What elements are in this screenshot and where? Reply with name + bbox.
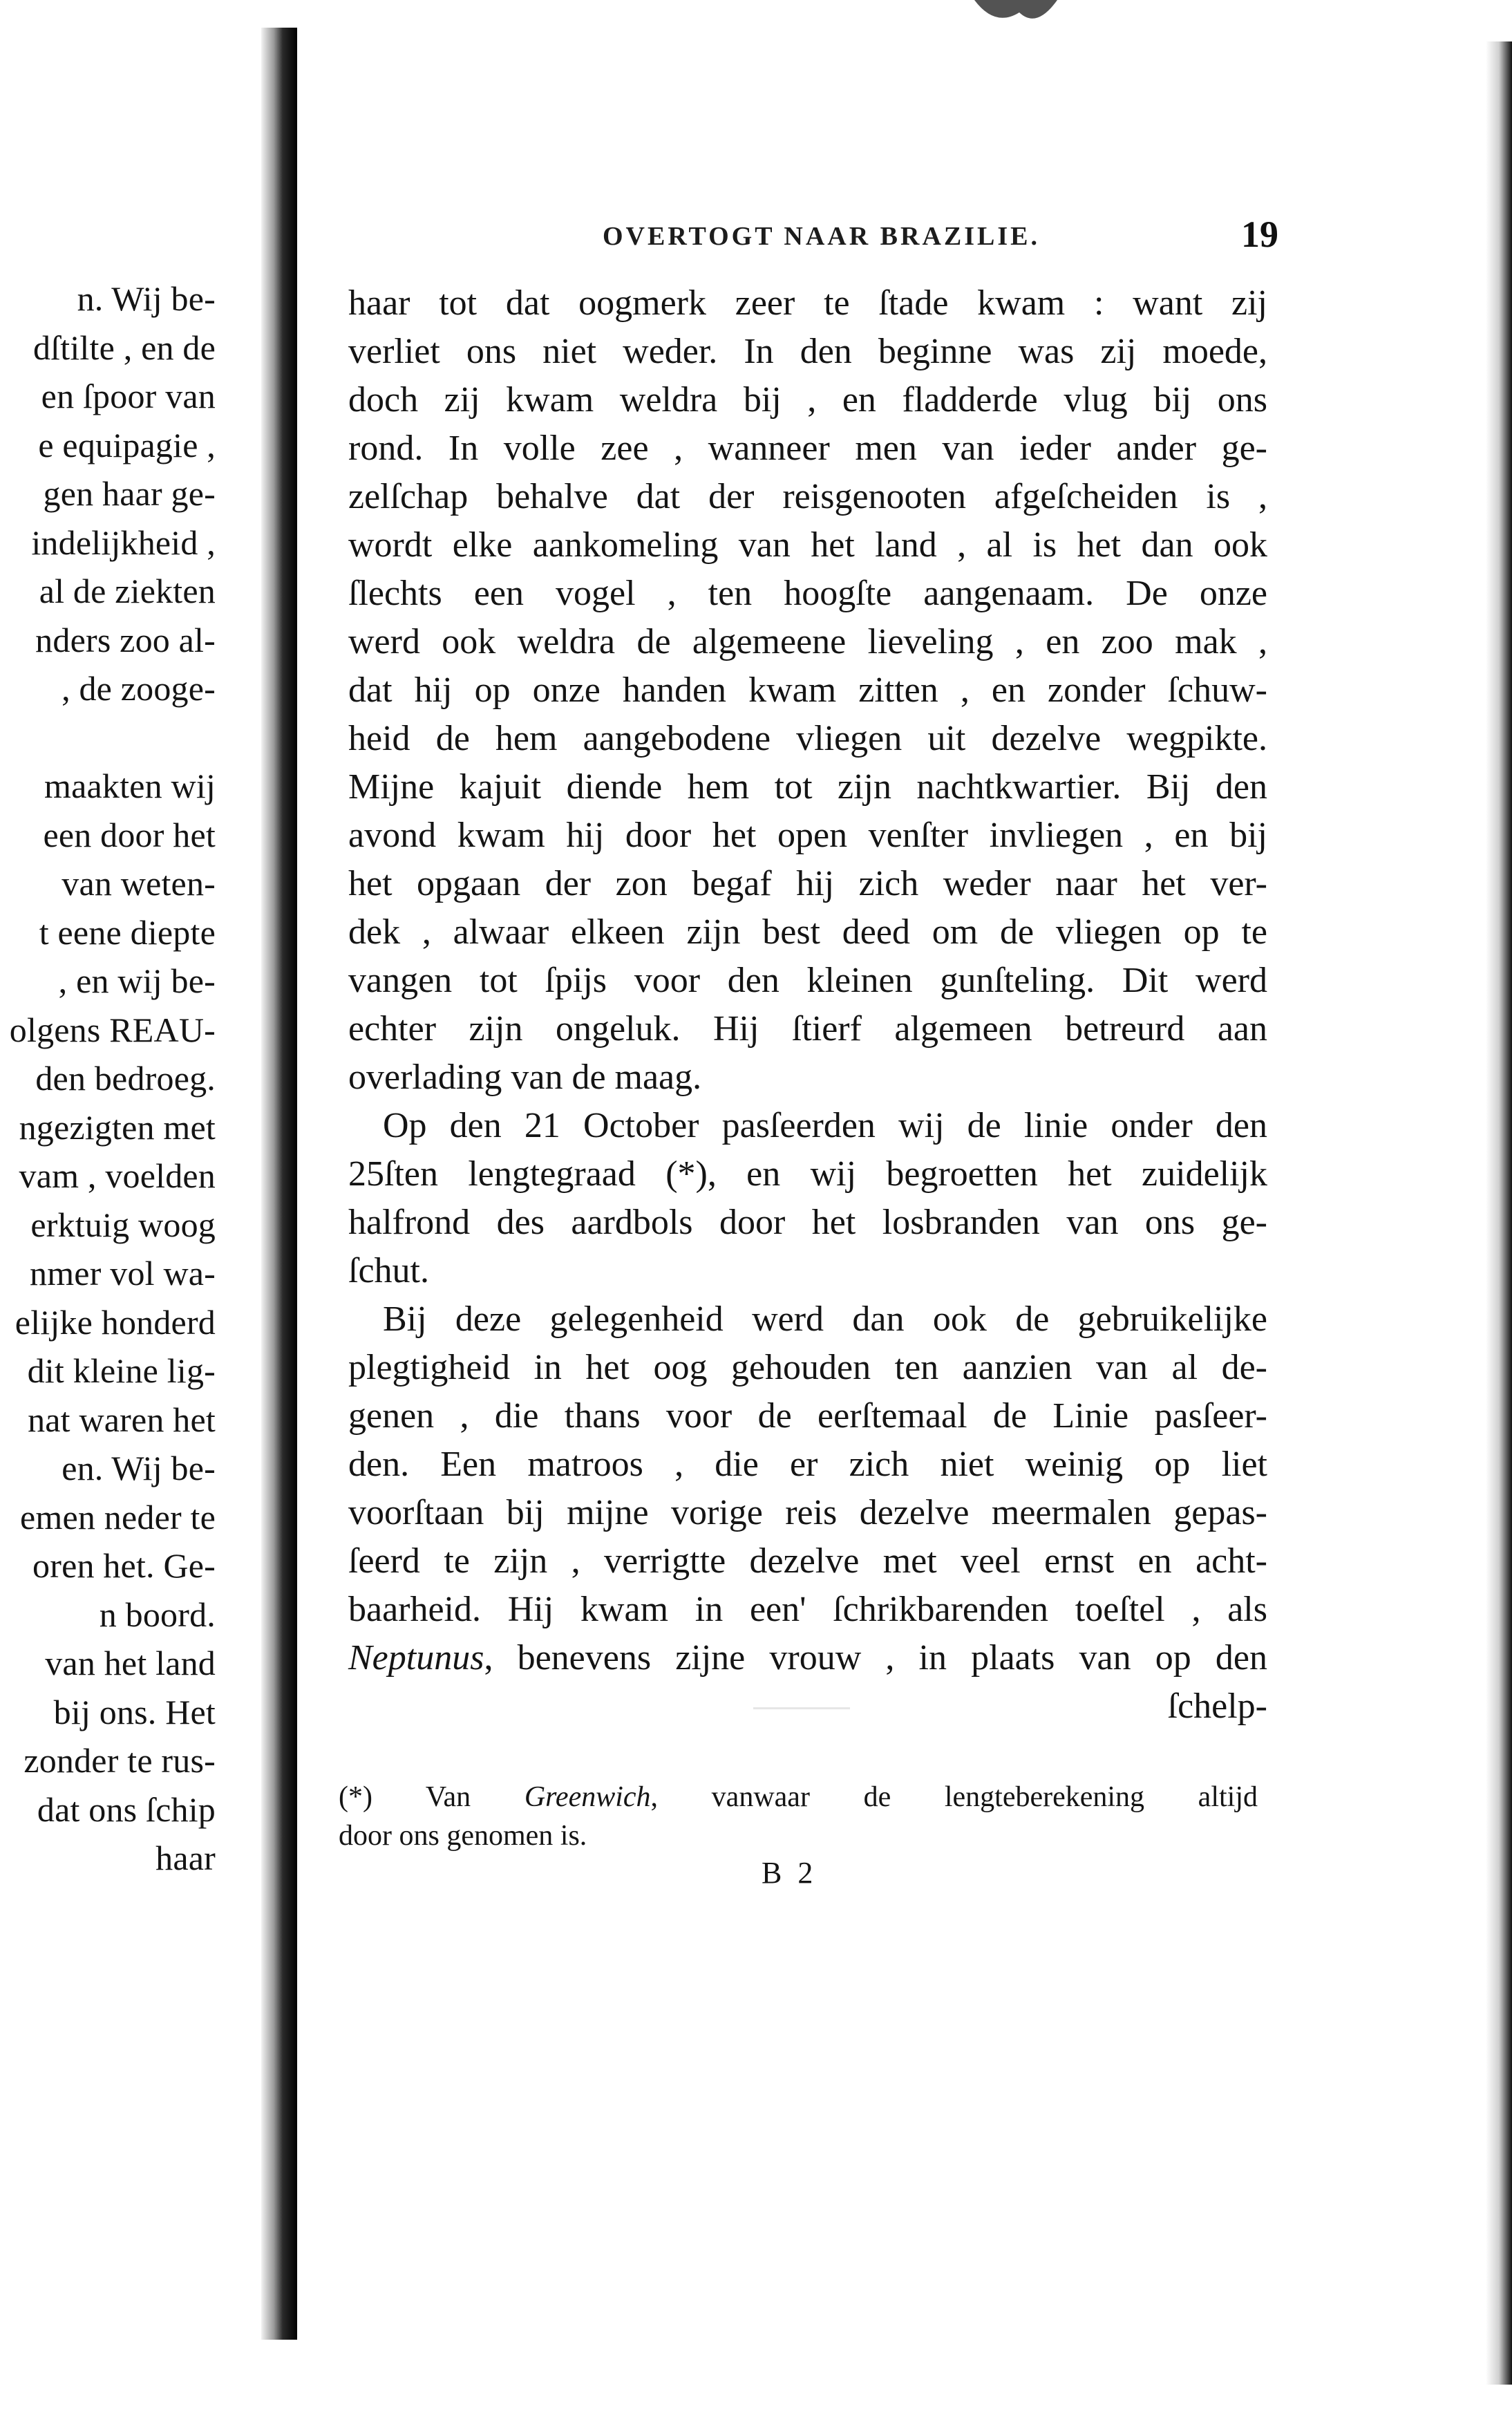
body-line: ſchut.: [348, 1251, 429, 1290]
body-line: zelſchap behalve dat der reisgenooten afgeſcheiden is ,: [348, 477, 1267, 516]
body-line: 25ſten lengtegraad (*), en wij begroetten het zuidelijk: [348, 1154, 1267, 1194]
left-page-line: maakten wij: [44, 767, 216, 805]
left-page-line: , en wij be-: [58, 961, 216, 1000]
body-line: echter zijn ongeluk. Hij ſtierf algemeen betreurd aan: [348, 1009, 1267, 1049]
left-facing-page: [0, 28, 263, 2322]
body-line: baarheid. Hij kwam in een' ſchrikbarenden toeſtel , als: [348, 1590, 1267, 1629]
footnote-marker: (*) Van: [339, 1781, 471, 1813]
body-line-rest: , benevens zijne vrouw , in plaats van op den: [484, 1638, 1267, 1678]
body-line: voorſtaan bij mijne vorige reis dezelve meermalen gepas-: [348, 1493, 1267, 1532]
body-line: ſlechts een vogel , ten hoogſte aangenaam. De onze: [348, 574, 1267, 613]
left-page-line: van weten-: [62, 864, 216, 903]
body-line: verliet ons niet weder. In den beginne was zij moede,: [348, 332, 1267, 371]
left-page-line: t eene diepte: [39, 912, 216, 952]
left-page-line: dit kleine lig-: [27, 1351, 216, 1390]
body-line: Bij deze gelegenheid werd dan ook de gebruikelijke: [383, 1299, 1267, 1339]
catchword: ſchelp-: [1167, 1687, 1267, 1726]
left-page-line: vam , voelden: [19, 1156, 216, 1195]
left-page-line: en. Wij be-: [62, 1449, 216, 1487]
body-line: genen , die thans voor de eerſtemaal de Linie pasſeer-: [348, 1396, 1267, 1436]
left-page-line: nat waren het: [28, 1400, 216, 1439]
left-page-line: n. Wij be-: [77, 279, 216, 318]
left-page-line: al de ziekten: [39, 572, 216, 610]
left-page-line: elijke honderd: [15, 1302, 216, 1342]
body-line: het opgaan der zon begaf hij zich weder naar het ver-: [348, 864, 1267, 903]
left-page-line: ngezigten met: [19, 1107, 216, 1147]
body-line: dek , alwaar elkeen zijn best deed om de vliegen op te: [348, 912, 1267, 952]
left-page-line: nders zoo al-: [35, 620, 216, 659]
left-page-line: bij ons. Het: [53, 1692, 216, 1731]
left-page-line: zonder te rus-: [23, 1741, 216, 1780]
left-page-line: erktuig woog: [30, 1205, 216, 1244]
left-page-line: oren het. Ge-: [32, 1546, 216, 1585]
footnote-line-rest: , vanwaar de lengteberekening altijd: [650, 1781, 1258, 1813]
left-page-line: e equipagie ,: [38, 425, 216, 464]
body-line: haar tot dat oogmerk zeer te ſtade kwam : want zij: [348, 283, 1267, 323]
body-line: werd ook weldra de algemeene lieveling , en zoo mak ,: [348, 622, 1267, 661]
left-page-line: nmer vol wa-: [30, 1254, 216, 1293]
body-line: overlading van de maag.: [348, 1058, 702, 1097]
left-page-line: dſtilte , en de: [32, 328, 216, 367]
body-line: [348, 1634, 1267, 1682]
body-line: heid de hem aangebodene vliegen uit dezelve wegpikte.: [348, 719, 1267, 758]
body-line: halfrond des aardbols door het losbranden van ons ge-: [348, 1203, 1267, 1242]
left-page-line: gen haar ge-: [43, 474, 216, 513]
running-head: OVERTOGT NAAR BRAZILIE.: [603, 222, 1040, 251]
left-page-line: olgens REAU-: [9, 1010, 216, 1049]
signature-mark: B 2: [762, 1856, 818, 1890]
body-line: vangen tot ſpijs voor den kleinen gunſteling. Dit werd: [348, 961, 1267, 1000]
body-line: ſeerd te zijn , verrigtte dezelve met veel ernst en acht-: [348, 1541, 1267, 1581]
left-page-line: een door het: [43, 815, 216, 854]
body-line: doch zij kwam weldra bij , en fladderde vlug bij ons: [348, 380, 1267, 420]
footnote-line: door ons genomen is.: [339, 1820, 587, 1852]
footnote-line: [339, 1778, 1258, 1816]
left-page-line: n boord.: [99, 1595, 216, 1634]
body-line: Op den 21 October pasſeerden wij de linie onder den: [383, 1106, 1267, 1145]
left-page-line: van het land: [45, 1644, 216, 1682]
body-text: [348, 279, 1267, 1731]
body-line: Mijne kajuit diende hem tot zijn nachtkwartier. Bij den: [348, 767, 1267, 807]
left-page-line: emen neder te: [20, 1497, 216, 1537]
footnote: [339, 1778, 1258, 1855]
body-line: wordt elke aankomeling van het land , al is het dan ook: [348, 525, 1267, 565]
left-page-line: indelijkheid ,: [31, 523, 216, 562]
left-page-line: dat ons ſchip: [37, 1789, 216, 1829]
left-page-line: haar: [155, 1839, 216, 1877]
footnote-italic-place: Greenwich: [524, 1781, 651, 1813]
body-line: avond kwam hij door het open venſter invliegen , en bij: [348, 816, 1267, 855]
body-line: den. Een matroos , die er zich niet weinig op liet: [348, 1445, 1267, 1484]
body-line: rond. In volle zee , wanneer men van ieder ander ge-: [348, 429, 1267, 468]
body-line: plegtigheid in het oog gehouden ten aanzien van al de-: [348, 1348, 1267, 1387]
italic-name-neptunus: Neptunus: [348, 1638, 484, 1678]
body-line: dat hij op onze handen kwam zitten , en zonder ſchuw-: [348, 670, 1267, 710]
right-page: [299, 36, 1501, 2379]
page-number: 19: [1241, 214, 1278, 255]
left-page-line: , de zooge-: [62, 669, 216, 708]
left-page-line: den bedroeg.: [35, 1059, 216, 1098]
left-page-line: en ſpoor van: [41, 377, 216, 415]
